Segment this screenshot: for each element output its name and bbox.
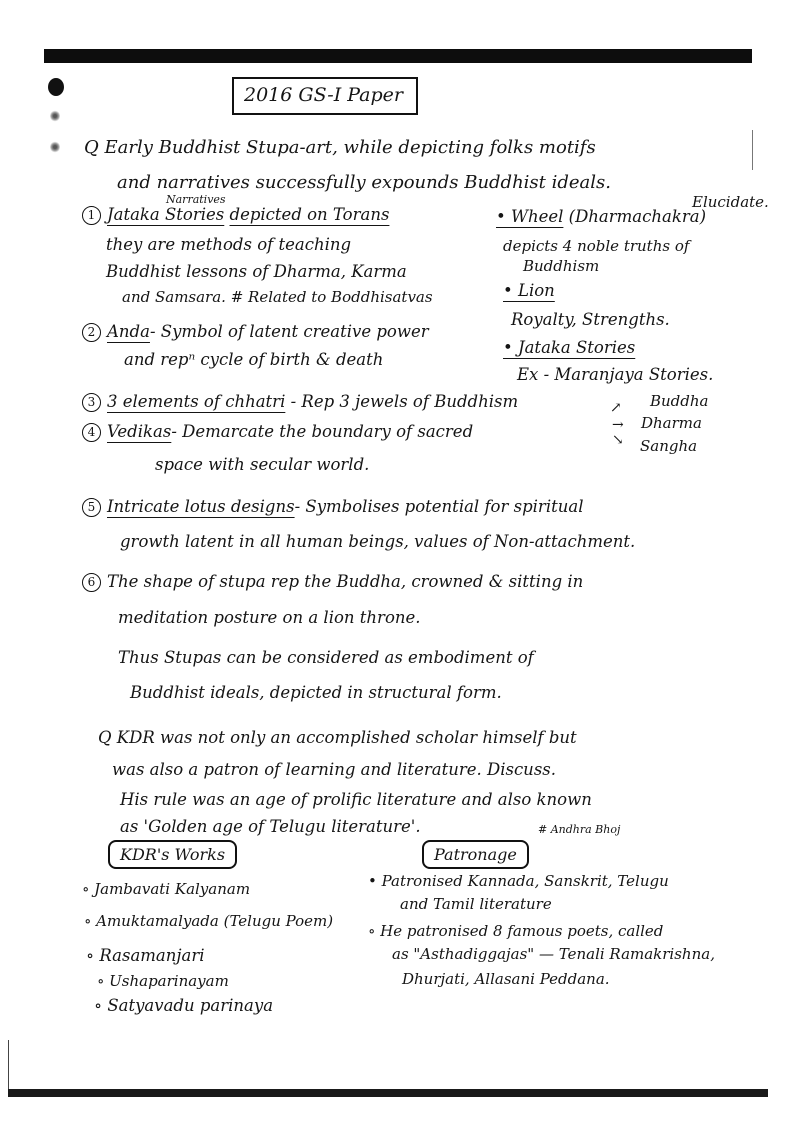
patronage-item-line: and Tamil literature <box>400 895 552 913</box>
patronage-item-line: Dhurjati, Allasani Peddana. <box>402 970 610 988</box>
patronage-heading: Patronage <box>434 845 517 864</box>
point-1-line: and Samsara. # Related to Boddhisatvas <box>122 288 433 306</box>
scan-speck <box>50 141 60 153</box>
works-heading: KDR's Works <box>120 845 226 864</box>
scan-margin-line <box>8 1040 9 1092</box>
patronage-item: • Patronised Kannada, Sanskrit, Telugu <box>368 872 669 890</box>
point-4-line: space with secular world. <box>155 455 370 474</box>
scan-bottom-border <box>8 1089 768 1097</box>
point-2-heading: 2 Anda- Symbol of latent creative power <box>82 322 429 342</box>
side-note-lion: • Lion <box>503 281 555 300</box>
scan-top-border <box>44 49 752 63</box>
point-1-line: Buddhist lessons of Dharma, Karma <box>106 262 407 281</box>
question-2-line: was also a patron of learning and literature. Discuss. <box>112 760 556 779</box>
point-number: 1 <box>82 206 101 225</box>
annotation-andhra-bhoj: # Andhra Bhoj <box>538 823 621 836</box>
branch-arrow-icon: ↘ <box>612 432 624 448</box>
point-6-line: meditation posture on a lion throne. <box>118 608 421 627</box>
punch-hole-mark <box>48 78 64 96</box>
point-number: 6 <box>82 573 101 592</box>
question-directive: Elucidate. <box>692 193 769 211</box>
branch-arrow-icon: → <box>612 417 624 433</box>
jewel-item: Sangha <box>640 437 698 455</box>
question-2-line: His rule was an age of prolific literature and also known <box>120 790 592 809</box>
point-2-line: and repⁿ cycle of birth & death <box>124 350 384 369</box>
point-3-heading: 3 3 elements of chhatri - Rep 3 jewels of Buddhism <box>82 392 518 412</box>
works-item: ∘ Rasamanjari <box>86 946 205 965</box>
question-2-line: as 'Golden age of Telugu literature'. <box>120 817 421 836</box>
annotation-narratives: Narratives <box>166 193 226 206</box>
conclusion-line: Thus Stupas can be considered as embodiment of <box>118 648 534 667</box>
works-item: ∘ Ushaparinayam <box>97 972 229 990</box>
point-1-line: they are methods of teaching <box>106 235 352 254</box>
patronage-heading-box <box>422 840 529 869</box>
point-number: 4 <box>82 423 101 442</box>
question-1-line-1: Q Early Buddhist Stupa-art, while depicting folks motifs <box>84 137 596 158</box>
question-2-line-1: Q KDR was not only an accomplished scholar himself but <box>98 728 577 747</box>
side-note-jataka: • Jataka Stories <box>503 338 635 357</box>
patronage-item: ∘ He patronised 8 famous poets, called <box>368 922 663 940</box>
point-4-heading: 4 Vedikas- Demarcate the boundary of sacred <box>82 422 473 442</box>
point-number: 2 <box>82 323 101 342</box>
scan-margin-line <box>752 130 753 170</box>
page-title: 2016 GS-I Paper <box>244 84 403 106</box>
question-marker: Q <box>98 728 112 747</box>
side-note-line: depicts 4 noble truths of <box>503 237 690 255</box>
point-number: 3 <box>82 393 101 412</box>
point-6-heading: 6 The shape of stupa rep the Buddha, crowned & sitting in <box>82 572 583 592</box>
jewel-item: Dharma <box>641 414 702 432</box>
side-note-wheel: • Wheel (Dharmachakra) <box>496 207 706 226</box>
side-note-line: Ex - Maranjaya Stories. <box>517 365 714 384</box>
works-heading-box <box>108 840 237 869</box>
conclusion-line: Buddhist ideals, depicted in structural form. <box>130 683 502 702</box>
works-item: ∘ Amuktamalyada (Telugu Poem) <box>84 912 333 930</box>
jewel-item: Buddha <box>650 392 709 410</box>
works-item: ∘ Jambavati Kalyanam <box>82 880 250 898</box>
point-number: 5 <box>82 498 101 517</box>
point-1-heading: 1 Jataka Stories depicted on Torans <box>82 205 389 225</box>
side-note-line: Royalty, Strengths. <box>511 310 670 329</box>
page-title-box <box>232 77 418 115</box>
scan-speck <box>50 110 60 122</box>
side-note-line: Buddhism <box>523 257 600 275</box>
question-1-line-2: and narratives successfully expounds Buddhist ideals. <box>117 172 611 193</box>
point-5-heading: 5 Intricate lotus designs- Symbolises potential for spiritual <box>82 497 583 517</box>
point-5-line: growth latent in all human beings, values of Non-attachment. <box>120 532 636 551</box>
works-item: ∘ Satyavadu parinaya <box>94 996 273 1015</box>
branch-arrow-icon: ↗ <box>610 400 622 416</box>
question-marker: Q <box>84 137 99 158</box>
patronage-item-line: as "Asthadiggajas" — Tenali Ramakrishna, <box>392 945 715 963</box>
